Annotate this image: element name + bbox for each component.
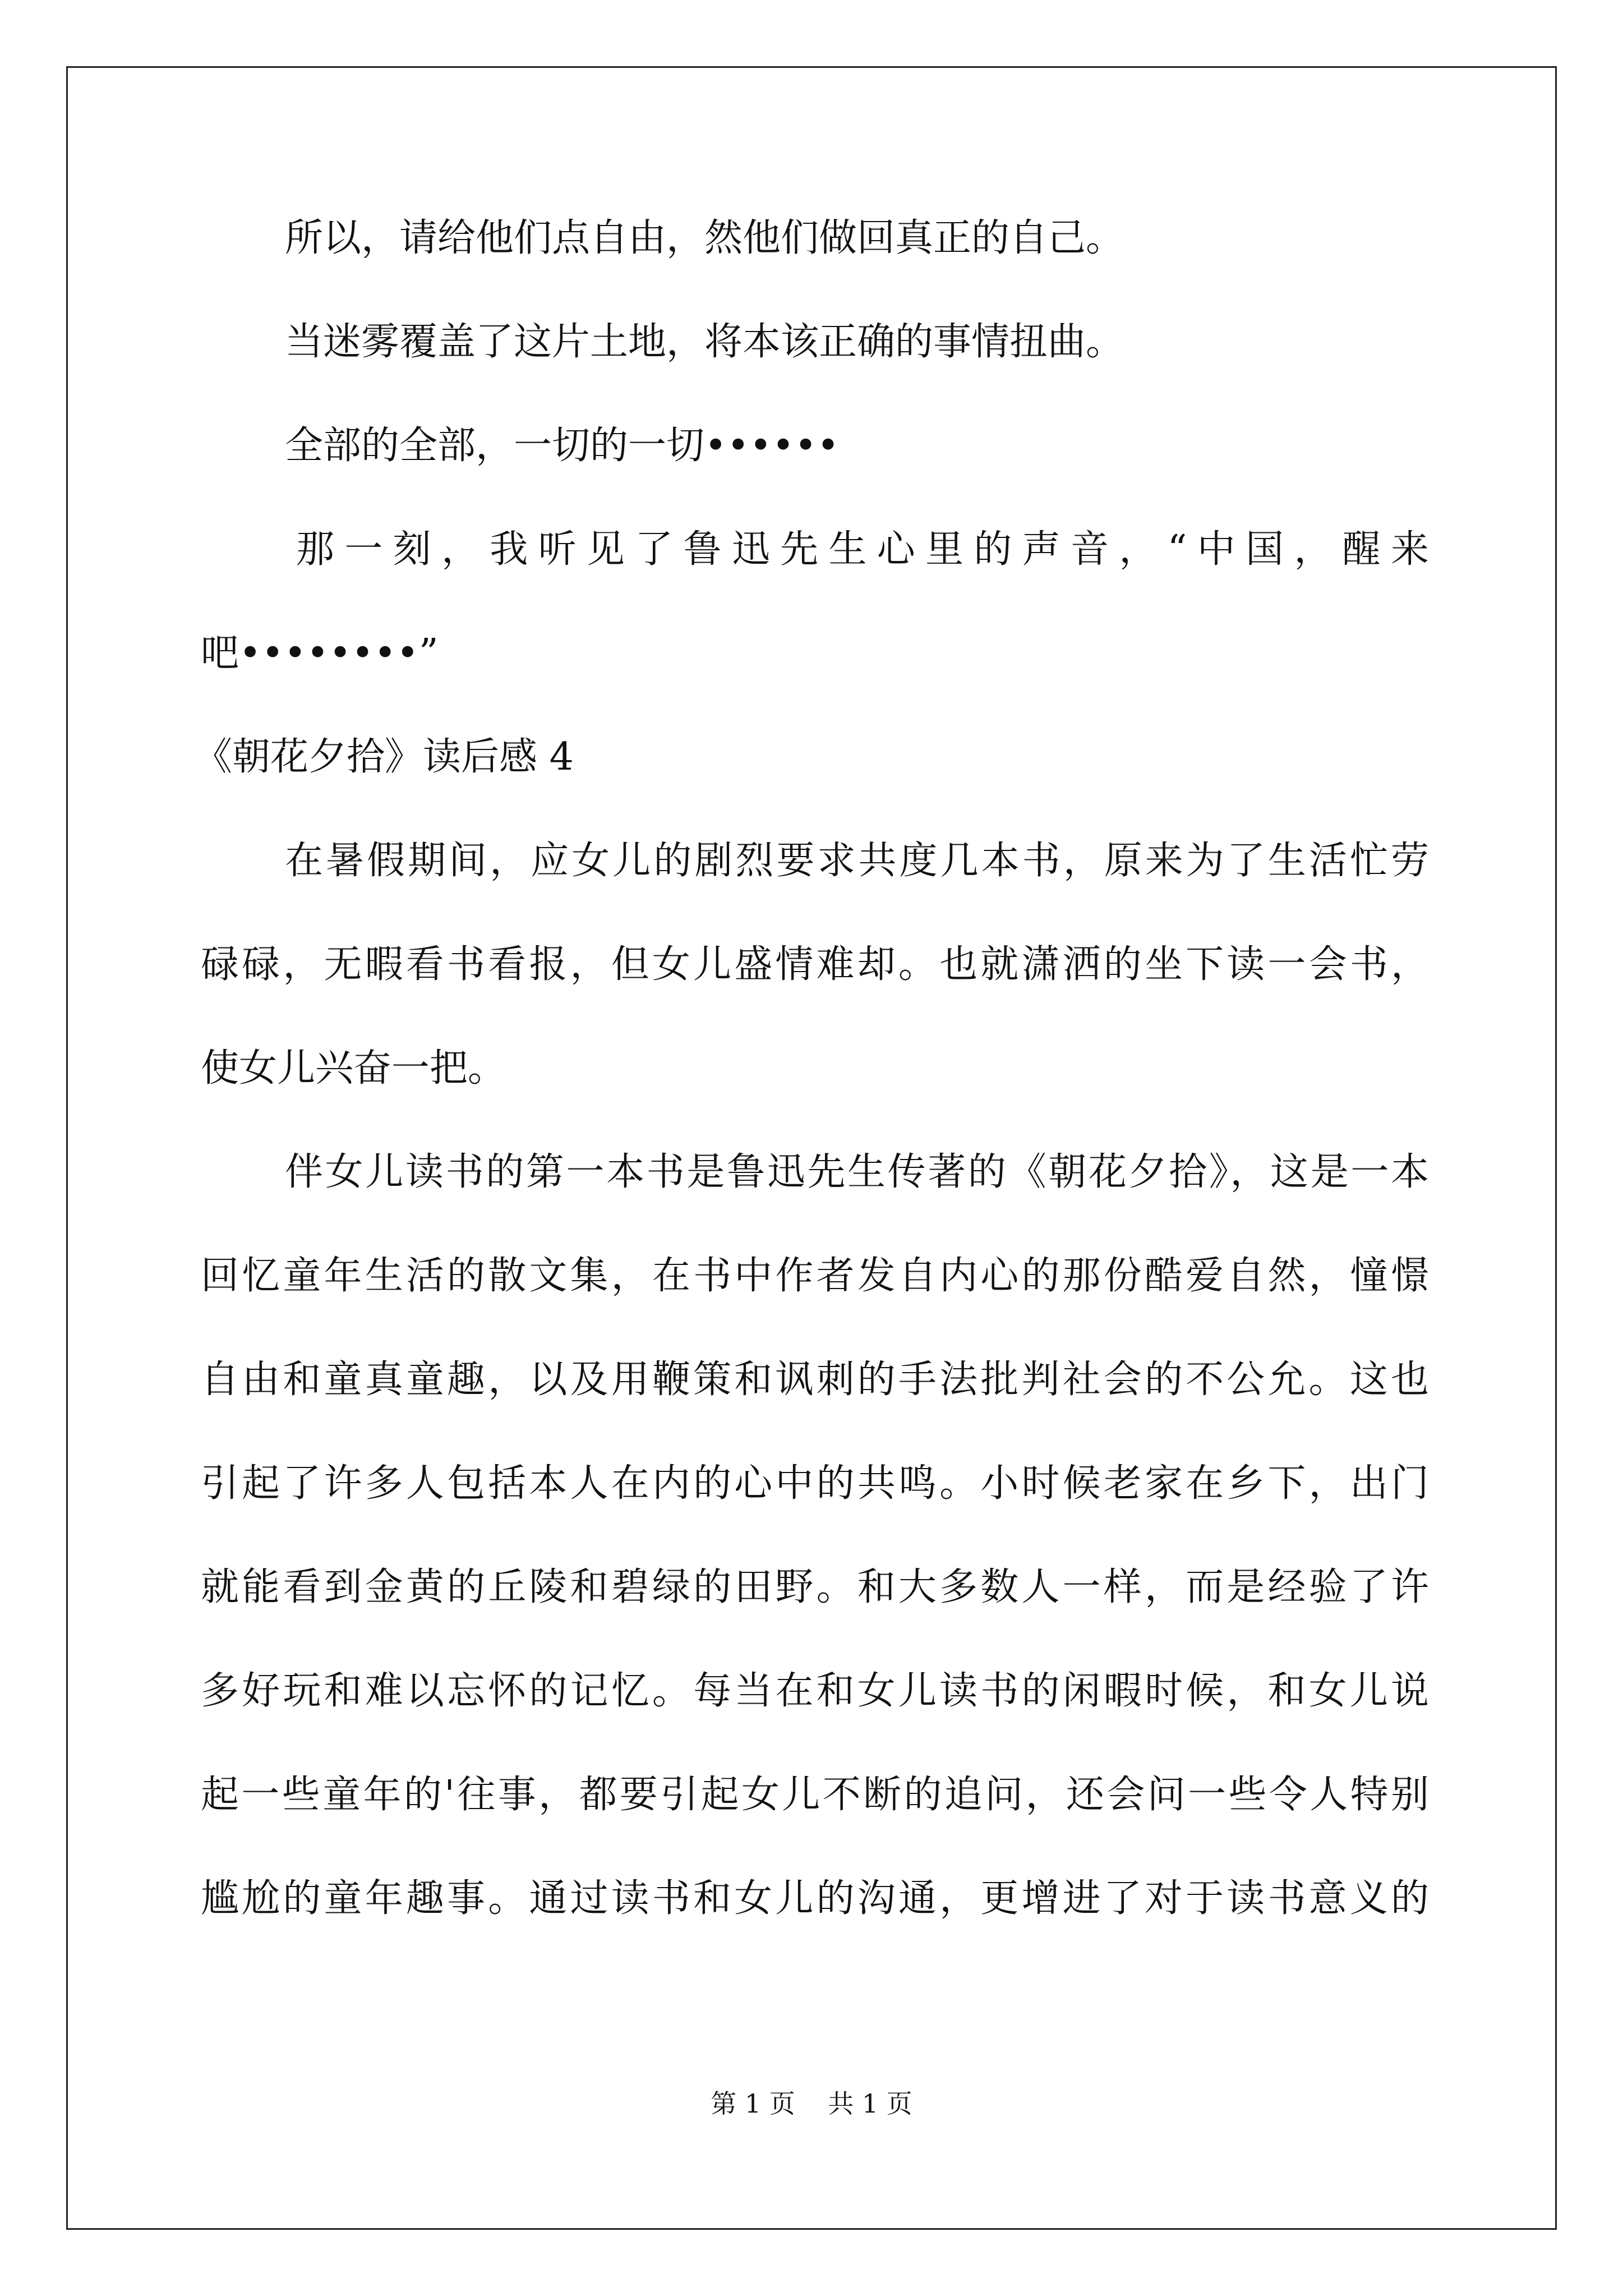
section-heading: 《朝花夕拾》读后感 4 [194, 735, 574, 779]
paragraph-line: 尴尬的童年趣事。通过读书和女儿的沟通，更增进了对于读书意义的 [201, 1876, 1429, 1921]
page-number-footer: 第 1 页 共 1 页 [711, 2088, 912, 2119]
paragraph-line: 使女儿兴奋一把。 [201, 1046, 506, 1091]
paragraph-line: 伴女儿读书的第一本书是鲁迅先生传著的《朝花夕拾》，这是一本 [285, 1150, 1429, 1194]
paragraph-line: 那一刻，我听见了鲁迅先生心里的声音，“中国，醒来 [296, 527, 1429, 572]
paragraph-line: 引起了许多人包括本人在内的心中的共鸣。小时候老家在乡下，出门 [201, 1461, 1429, 1506]
paragraph-line: 在暑假期间，应女儿的剧烈要求共度几本书，原来为了生活忙劳 [285, 839, 1429, 883]
paragraph-line: 全部的全部，一切的一切•••••• [285, 424, 840, 468]
paragraph-line: 碌碌，无暇看书看报，但女儿盛情难却。也就潇洒的坐下读一会书， [201, 942, 1429, 987]
paragraph-line: 起一些童年的'往事，都要引起女儿不断的追问，还会问一些令人特别 [201, 1773, 1429, 1817]
paragraph-line: 所以，请给他们点自由，然他们做回真正的自己。 [285, 216, 1124, 260]
paragraph-line: 自由和童真童趣，以及用鞭策和讽刺的手法批判社会的不公允。这也 [201, 1358, 1429, 1402]
paragraph-line: 当迷雾覆盖了这片土地，将本该正确的事情扭曲。 [285, 320, 1124, 364]
paragraph-line: 吧••••••••” [201, 631, 439, 675]
paragraph-line: 就能看到金黄的丘陵和碧绿的田野。和大多数人一样，而是经验了许 [201, 1565, 1429, 1609]
paragraph-line: 多好玩和难以忘怀的记忆。每当在和女儿读书的闲暇时候，和女儿说 [201, 1669, 1429, 1713]
paragraph-line: 回忆童年生活的散文集，在书中作者发自内心的那份酷爱自然，憧憬 [201, 1254, 1429, 1298]
